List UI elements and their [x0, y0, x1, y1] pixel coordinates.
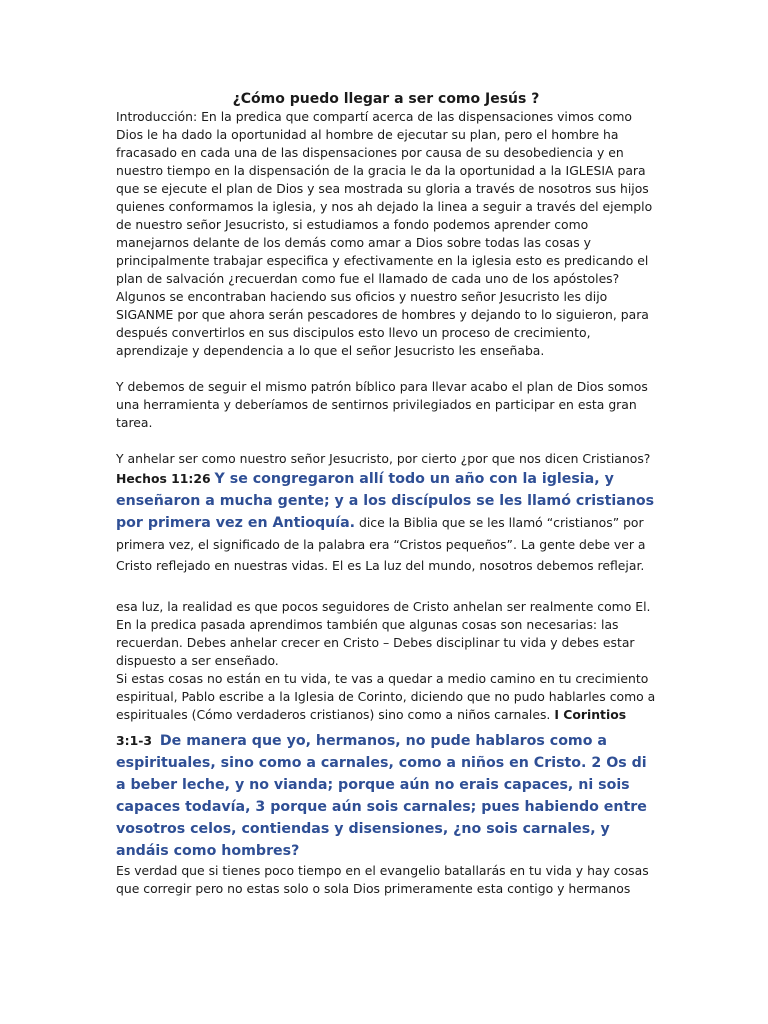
- document-title: ¿Cómo puedo llegar a ser como Jesús ?: [232, 91, 540, 107]
- intro-paragraph: Introducción: En la predica que compartí acerca de las dispensaciones vimos como Dios le ha dado la oportunidad al hombre de ejecutar su plan, pero el hombre ha fracasado en cada una de las dispensaciones por causa de su desobediencia y en nuestro tiempo en la dispensación de la gracia le da la oportunidad a la IGLESIA para que se ejecute el plan de Dios y sea mostrada su gloria a través de nosotros sus hijos quienes conformamos la iglesia, y nos ah dejado la linea a seguir a través del ejemplo de nuestro señor Jesucristo, si estudiamos a fondo podemos aprender como manejarnos delante de los demás como amar a Dios sobre todas las cosas y principalmente trabajar especifica y efectivamente en la iglesia esto es predicando el plan de salvación ¿recuerdan como fue el llamado de cada uno de los apóstoles? Algunos se encontraban haciendo sus oficios y nuestro señor Jesucristo les dijo SIGANME por que ahora serán pescadores de hombres y dejando to lo siguieron, para después convertirlos en sus discipulos esto llevo un proceso de crecimiento, aprendizaje y dependencia a lo que el señor Jesucristo les enseñaba.: [116, 109, 653, 358]
- spacer: [116, 360, 656, 378]
- paragraph-little-christs: dice la Biblia que se les llamó “cristianos” por primera vez, el significado de la palabra era “Cristos pequeños”. La gente debe ver a Cristo reflejado en nuestras vidas. El es La luz del mundo, nosotros debemos reflejar.: [116, 515, 646, 573]
- bible-reference-acts: Hechos 11:26: [116, 471, 211, 486]
- spacer: [116, 432, 656, 450]
- spacer: [116, 576, 656, 598]
- acts-quote-block: [116, 468, 656, 576]
- paragraph-spiritual-growth-text: Si estas cosas no están en tu vida, te vas a quedar a medio camino en tu crecimiento espiritual, Pablo escribe a la Iglesia de Corinto, diciendo que no pudo hablarles como a espirituales (Cómo verdaderos cristianos) sino como a niños carnales.: [116, 671, 656, 722]
- bible-reference-corinthians-book: I Corintios: [554, 707, 627, 722]
- document-page: [116, 90, 656, 898]
- paragraph-spiritual-growth: [116, 670, 656, 724]
- bible-verse-acts: Y se congregaron allí todo un año con la iglesia, y enseñaron a mucha gente; y a los discípulos se les llamó cristianos por primera vez en Antioquía.: [116, 471, 655, 531]
- bible-verse-corinthians: De manera que yo, hermanos, no pude hablaros como a espirituales, sino como a carnales, como a niños en Cristo. 2 Os di a beber leche, y no vianda; porque aún no erais capaces, ni sois capaces todavía, 3 porque aún sois carnales; pues habiendo entre vosotros celos, contiendas y disensiones, ¿no sois carnales, y andáis como hombres?: [116, 733, 647, 859]
- corinthians-quote-block: [116, 730, 656, 862]
- paragraph-christians-question: Y anhelar ser como nuestro señor Jesucristo, por cierto ¿por que nos dicen Cristianos?: [116, 451, 651, 466]
- paragraph-pattern: Y debemos de seguir el mismo patrón bíblico para llevar acabo el plan de Dios somos una herramienta y deberíamos de sentirnos privilegiados en participar en esta gran tarea.: [116, 379, 648, 430]
- paragraph-reflect-light: esa luz, la realidad es que pocos seguidores de Cristo anhelan ser realmente como El. En la predica pasada aprendimos también que algunas cosas son necesarias: las recuerdan. Debes anhelar crecer en Cristo – Debes disciplinar tu vida y debes estar dispuesto a ser enseñado.: [116, 599, 651, 668]
- paragraph-not-alone: Es verdad que si tienes poco tiempo en el evangelio batallarás en tu vida y hay cosas que corregir pero no estas solo o sola Dios primeramente esta contigo y hermanos: [116, 863, 649, 896]
- bible-reference-corinthians-verses: 3:1-3: [116, 733, 152, 748]
